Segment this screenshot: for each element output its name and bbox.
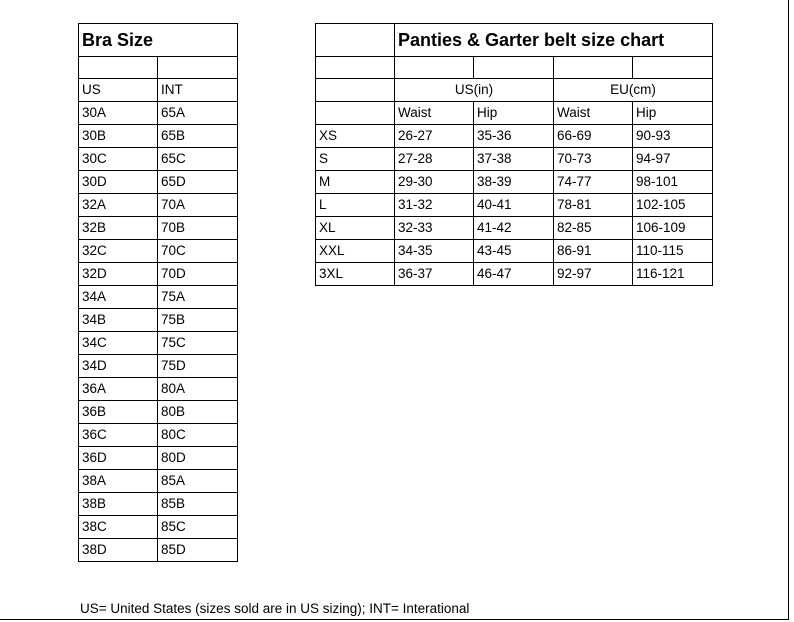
us-hip-cell: 38-39 xyxy=(474,171,554,194)
eu-waist-cell: 74-77 xyxy=(554,171,633,194)
us-waist-cell: 29-30 xyxy=(395,171,474,194)
sub-header-eu-hip: Hip xyxy=(633,102,713,125)
table-row xyxy=(79,539,238,562)
bra-int-size-cell: 80C xyxy=(158,424,238,447)
table-row xyxy=(79,194,238,217)
bra-us-size-cell: 36B xyxy=(79,401,158,424)
bra-blank-row xyxy=(79,57,238,79)
eu-hip-cell: 116-121 xyxy=(633,263,713,286)
us-waist-cell: 26-27 xyxy=(395,125,474,148)
eu-waist-cell: 86-91 xyxy=(554,240,633,263)
us-hip-cell: 41-42 xyxy=(474,217,554,240)
bra-header-row xyxy=(79,79,238,102)
bra-int-size-cell: 85C xyxy=(158,516,238,539)
us-waist-cell: 31-32 xyxy=(395,194,474,217)
panty-blank-row xyxy=(316,57,713,79)
eu-hip-cell: 90-93 xyxy=(633,125,713,148)
bra-int-size-cell: 85D xyxy=(158,539,238,562)
size-label-cell: M xyxy=(316,171,395,194)
us-hip-cell: 46-47 xyxy=(474,263,554,286)
blank-cell xyxy=(316,102,395,125)
bra-us-size-cell: 32A xyxy=(79,194,158,217)
bra-table-title: Bra Size xyxy=(79,24,238,57)
sub-header-eu-waist: Waist xyxy=(554,102,633,125)
bra-int-size-cell: 65A xyxy=(158,102,238,125)
bra-int-size-cell: 75A xyxy=(158,286,238,309)
bra-int-size-cell: 80D xyxy=(158,447,238,470)
blank-cell xyxy=(316,79,395,102)
table-row xyxy=(316,125,713,148)
eu-waist-cell: 66-69 xyxy=(554,125,633,148)
us-waist-cell: 32-33 xyxy=(395,217,474,240)
bra-int-size-cell: 85A xyxy=(158,470,238,493)
table-row xyxy=(316,171,713,194)
bra-us-size-cell: 32B xyxy=(79,217,158,240)
sub-header-us-hip: Hip xyxy=(474,102,554,125)
table-row xyxy=(79,493,238,516)
us-hip-cell: 43-45 xyxy=(474,240,554,263)
footnote: US= United States (sizes sold are in US sizing); INT= Interational xyxy=(80,601,470,616)
table-row xyxy=(316,217,713,240)
bra-int-size-cell: 65B xyxy=(158,125,238,148)
table-row xyxy=(79,516,238,539)
sub-header-us-waist: Waist xyxy=(395,102,474,125)
bra-size-table xyxy=(78,23,238,562)
eu-hip-cell: 98-101 xyxy=(633,171,713,194)
size-label-cell: XXL xyxy=(316,240,395,263)
table-row xyxy=(316,240,713,263)
eu-waist-cell: 82-85 xyxy=(554,217,633,240)
bra-int-size-cell: 70A xyxy=(158,194,238,217)
bra-int-size-cell: 65D xyxy=(158,171,238,194)
bra-us-size-cell: 34C xyxy=(79,332,158,355)
table-row xyxy=(79,447,238,470)
blank-cell xyxy=(395,57,474,79)
size-label-cell: 3XL xyxy=(316,263,395,286)
table-row xyxy=(79,102,238,125)
bra-int-size-cell: 75C xyxy=(158,332,238,355)
bra-header-us: US xyxy=(79,79,158,102)
size-label-cell: XL xyxy=(316,217,395,240)
table-row xyxy=(79,240,238,263)
size-label-cell: L xyxy=(316,194,395,217)
group-header-us: US(in) xyxy=(395,79,554,102)
us-hip-cell: 35-36 xyxy=(474,125,554,148)
us-waist-cell: 36-37 xyxy=(395,263,474,286)
blank-cell xyxy=(79,57,158,79)
table-row xyxy=(79,148,238,171)
bra-us-size-cell: 30B xyxy=(79,125,158,148)
size-label-cell: XS xyxy=(316,125,395,148)
eu-hip-cell: 102-105 xyxy=(633,194,713,217)
group-header-eu: EU(cm) xyxy=(554,79,713,102)
us-hip-cell: 40-41 xyxy=(474,194,554,217)
table-row xyxy=(79,424,238,447)
bra-us-size-cell: 36D xyxy=(79,447,158,470)
bra-us-size-cell: 38C xyxy=(79,516,158,539)
us-hip-cell: 37-38 xyxy=(474,148,554,171)
bra-int-size-cell: 65C xyxy=(158,148,238,171)
panty-group-header-row xyxy=(316,79,713,102)
eu-waist-cell: 92-97 xyxy=(554,263,633,286)
table-row xyxy=(79,217,238,240)
bra-us-size-cell: 30A xyxy=(79,102,158,125)
panty-table-title: Panties & Garter belt size chart xyxy=(395,24,713,57)
bra-us-size-cell: 32D xyxy=(79,263,158,286)
eu-hip-cell: 106-109 xyxy=(633,217,713,240)
blank-cell xyxy=(316,57,395,79)
bra-int-size-cell: 80A xyxy=(158,378,238,401)
bra-int-size-cell: 75B xyxy=(158,309,238,332)
bra-us-size-cell: 38B xyxy=(79,493,158,516)
blank-cell xyxy=(633,57,713,79)
us-waist-cell: 27-28 xyxy=(395,148,474,171)
table-row xyxy=(79,332,238,355)
bra-us-size-cell: 36A xyxy=(79,378,158,401)
bra-us-size-cell: 30D xyxy=(79,171,158,194)
eu-waist-cell: 78-81 xyxy=(554,194,633,217)
bra-us-size-cell: 30C xyxy=(79,148,158,171)
bra-us-size-cell: 34A xyxy=(79,286,158,309)
blank-cell xyxy=(474,57,554,79)
eu-hip-cell: 110-115 xyxy=(633,240,713,263)
bra-us-size-cell: 38D xyxy=(79,539,158,562)
table-row xyxy=(79,171,238,194)
bra-int-size-cell: 75D xyxy=(158,355,238,378)
bra-header-int: INT xyxy=(158,79,238,102)
us-waist-cell: 34-35 xyxy=(395,240,474,263)
bra-title-row xyxy=(79,24,238,57)
blank-cell xyxy=(158,57,238,79)
table-row xyxy=(79,286,238,309)
bra-int-size-cell: 80B xyxy=(158,401,238,424)
table-row xyxy=(79,263,238,286)
eu-hip-cell: 94-97 xyxy=(633,148,713,171)
blank-cell xyxy=(316,24,395,57)
blank-cell xyxy=(554,57,633,79)
bra-int-size-cell: 70C xyxy=(158,240,238,263)
table-row xyxy=(79,309,238,332)
bra-int-size-cell: 85B xyxy=(158,493,238,516)
table-row xyxy=(79,125,238,148)
bra-us-size-cell: 32C xyxy=(79,240,158,263)
table-row xyxy=(316,194,713,217)
table-row xyxy=(316,148,713,171)
bra-us-size-cell: 34B xyxy=(79,309,158,332)
eu-waist-cell: 70-73 xyxy=(554,148,633,171)
size-label-cell: S xyxy=(316,148,395,171)
table-row xyxy=(79,470,238,493)
panty-size-table xyxy=(315,23,713,286)
panty-sub-header-row xyxy=(316,102,713,125)
bra-int-size-cell: 70B xyxy=(158,217,238,240)
bra-us-size-cell: 38A xyxy=(79,470,158,493)
bra-us-size-cell: 34D xyxy=(79,355,158,378)
bra-int-size-cell: 70D xyxy=(158,263,238,286)
table-row xyxy=(316,263,713,286)
table-row xyxy=(79,401,238,424)
table-row xyxy=(79,355,238,378)
bra-us-size-cell: 36C xyxy=(79,424,158,447)
table-row xyxy=(79,378,238,401)
panty-title-row xyxy=(316,24,713,57)
